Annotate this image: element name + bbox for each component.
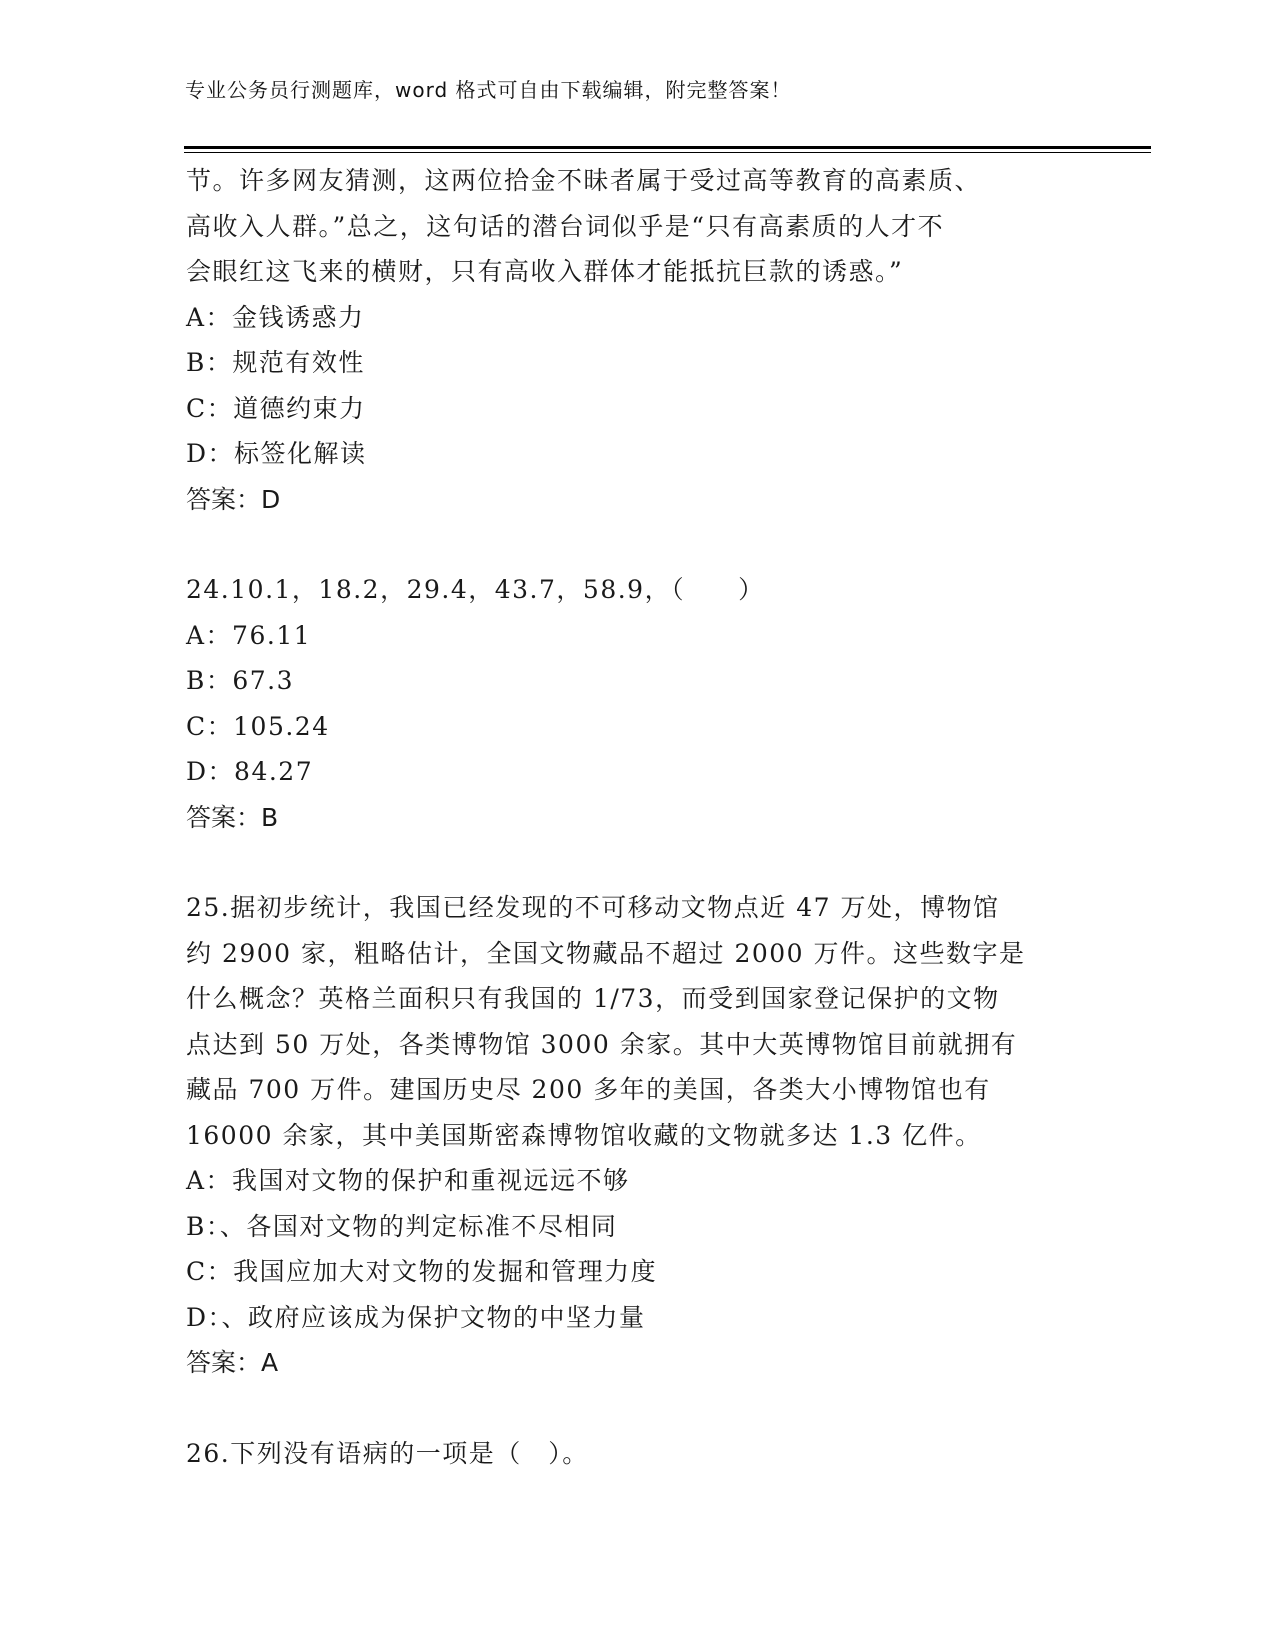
option-d: D：、政府应该成为保护文物的中坚力量 <box>186 1302 646 1332</box>
answer-label: 答案：B <box>186 802 279 832</box>
option-c: C：105.24 <box>186 711 330 741</box>
option-b: B：67.3 <box>186 666 295 695</box>
option-c: C：我国应加大对文物的发掘和管理力度 <box>186 1257 658 1286</box>
question-25 <box>186 885 1086 1386</box>
option-a: A：金钱诱惑力 <box>186 302 365 332</box>
page-header: 专业公务员行测题库，word 格式可自由下载编辑，附完整答案！ <box>185 78 792 102</box>
question-text-line: 高收入人群。”总之，这句话的潜台词似乎是“只有高素质的人才不 <box>186 211 945 241</box>
answer-label: 答案：A <box>186 1348 279 1377</box>
option-b: B：规范有效性 <box>186 348 365 377</box>
question-text-line: 25.据初步统计，我国已经发现的不可移动文物点近 47 万处，博物馆 <box>186 893 1000 922</box>
header-rule-thin <box>184 152 1151 153</box>
spacer <box>186 840 1086 885</box>
question-24 <box>186 567 1086 840</box>
question-text-line: 什么概念？英格兰面积只有我国的 1/73，而受到国家登记保护的文物 <box>186 984 1000 1013</box>
spacer <box>186 522 1086 567</box>
option-c: C：道德约束力 <box>186 393 366 423</box>
question-text-line: 点达到 50 万处，各类博物馆 3000 余家。其中大英博物馆目前就拥有 <box>186 1029 1018 1059</box>
option-d: D：84.27 <box>186 757 314 786</box>
question-text-line: 约 2900 家，粗略估计，全国文物藏品不超过 2000 万件。这些数字是 <box>186 938 1026 968</box>
question-text-line: 24.10.1，18.2，29.4，43.7，58.9，（ ） <box>186 575 765 604</box>
question-text-line: 26.下列没有语病的一项是（ ）。 <box>186 1438 589 1468</box>
question-text-line: 会眼红这飞来的横财，只有高收入群体才能抵抗巨款的诱惑。” <box>186 257 904 286</box>
header-rule-thick <box>184 146 1151 149</box>
document-body <box>186 158 1086 1476</box>
question-text-line: 藏品 700 万件。建国历史尽 200 多年的美国，各类大小博物馆也有 <box>186 1075 991 1104</box>
question-23 <box>186 158 1086 522</box>
option-a: A：我国对文物的保护和重视远远不够 <box>186 1166 630 1195</box>
question-text-line: 节。许多网友猜测，这两位拾金不昧者属于受过高等教育的高素质、 <box>186 166 982 195</box>
spacer <box>186 1386 1086 1431</box>
option-d: D：标签化解读 <box>186 439 367 468</box>
option-a: A：76.11 <box>186 620 312 650</box>
question-26 <box>186 1431 1086 1477</box>
question-text-line: 16000 余家，其中美国斯密森博物馆收藏的文物就多达 1.3 亿件。 <box>186 1120 982 1150</box>
option-b: B：、各国对文物的判定标准不尽相同 <box>186 1211 618 1241</box>
answer-label: 答案：D <box>186 484 281 514</box>
